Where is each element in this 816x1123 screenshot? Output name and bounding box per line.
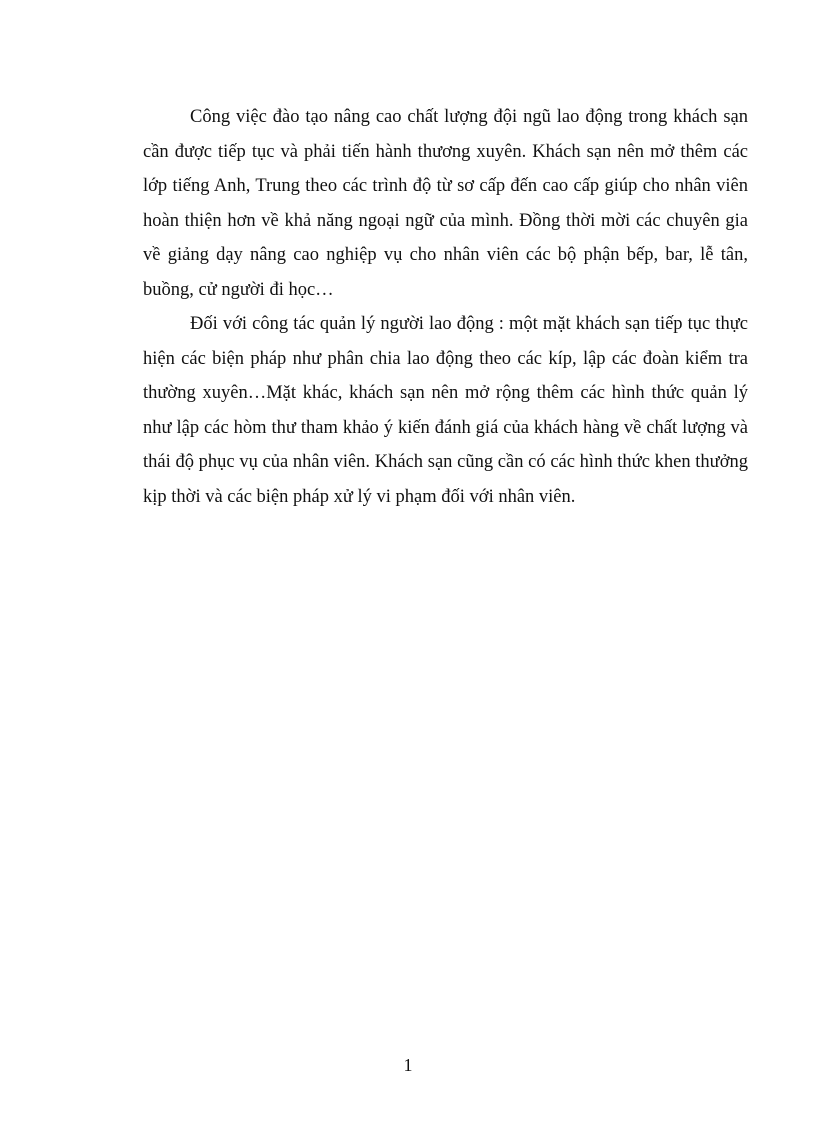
paragraph-management: Đối với công tác quản lý người lao động : một mặt khách sạn tiếp tục thực hiện các biện pháp như phân chia lao động theo các kíp, lập các đoàn kiểm tra thường xuyên…Mặt khác, khách sạn nên mở rộng thêm các hình thức quản lý như lập các hòm thư tham khảo ý kiến đánh giá của khách hàng về chất lượng và thái độ phục vụ của nhân viên. Khách sạn cũng cần có các hình thức khen thưởng kịp thời và các biện pháp xử lý vi phạm đối với nhân viên. [143,314,748,507]
body-text [143,100,748,514]
page-number: 1 [403,1055,413,1075]
paragraph-training: Công việc đào tạo nâng cao chất lượng đội ngũ lao động trong khách sạn cần được tiếp tục và phải tiến hành thương xuyên. Khách sạn nên mở thêm các lớp tiếng Anh, Trung theo các trình độ từ sơ cấp đến cao cấp giúp cho nhân viên hoàn thiện hơn về khả năng ngoại ngữ của mình. Đồng thời mời các chuyên gia về giảng dạy nâng cao nghiệp vụ cho nhân viên các bộ phận bếp, bar, lễ tân, buồng, cử người đi học… [143,107,748,300]
